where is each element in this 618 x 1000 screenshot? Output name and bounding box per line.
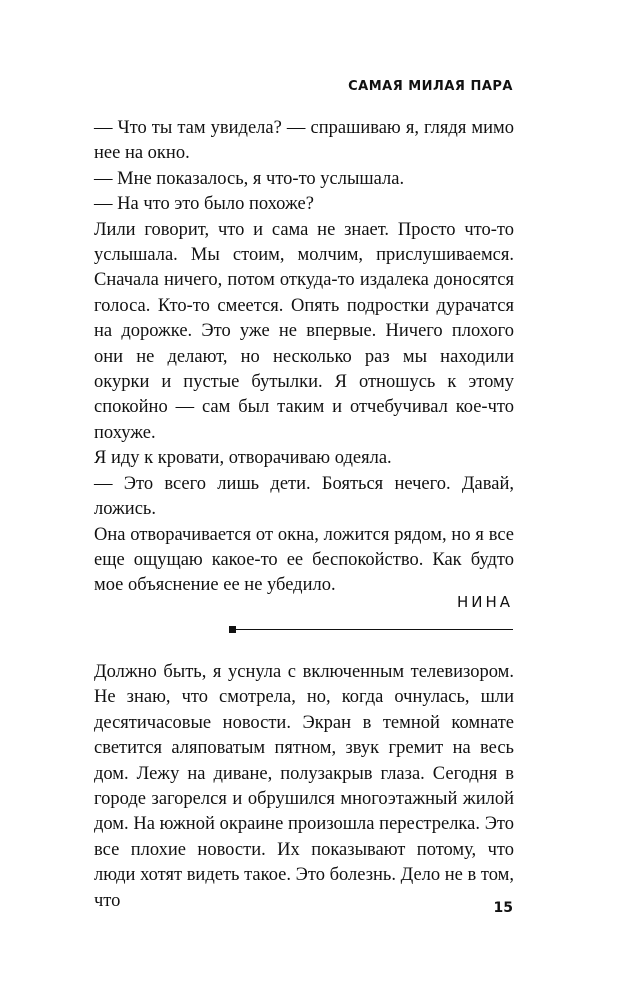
section-heading: НИНА bbox=[456, 593, 513, 611]
paragraph: Я иду к кровати, отворачиваю одеяла. bbox=[94, 448, 392, 469]
section-divider bbox=[232, 629, 513, 630]
running-head: САМАЯ МИЛАЯ ПАРА bbox=[348, 79, 513, 94]
section-2-text bbox=[94, 660, 514, 914]
paragraph: — Что ты там увидела? — спрашиваю я, глядя мимо нее на окно. bbox=[94, 118, 514, 164]
paragraph: Она отворачивается от окна, ложится рядом, но я все еще ощущаю какое-то ее беспокойство. Как будто мое объяснение ее не убедило. bbox=[94, 524, 514, 596]
paragraph: — Это всего лишь дети. Бояться нечего. Давай, ложись. bbox=[94, 473, 514, 520]
paragraph: — Мне показалось, я что-то услышала. bbox=[94, 168, 405, 189]
paragraph: Лили говорит, что и сама не знает. Просто что-то услышала. Мы стоим, молчим, прислушиваемся. Сначала ничего, потом откуда-то издалека доносятся голоса. Кто-то смеется. Опять подростки дурачатся на дорожке. Это уже не впервые. Ничего плохого они не делают, но несколько раз мы находили окурки и пустые бутылки. Я отношусь к этому спокойно — сам был таким и отчебучивал кое-что похуже. bbox=[94, 219, 514, 443]
paragraph: Должно быть, я уснула с включенным телевизором. Не знаю, что смотрела, но, когда очнулась, шли десятичасовые новости. Экран в темной комнате светится аляповатым пятном, звук гремит на весь дом. Лежу на диване, полузакрыв глаза. Сегодня в городе загорелся и обрушился многоэтажный жилой дом. На южной окраине произошла перестрелка. Это все плохие новости. Их показывают потому, что люди хотят видеть такое. Это болезнь. Дело не в том, что bbox=[94, 662, 514, 911]
divider-bullet bbox=[229, 626, 236, 633]
section-1-text bbox=[94, 116, 514, 599]
page-number: 15 bbox=[493, 900, 513, 916]
paragraph: — На что это было похоже? bbox=[94, 194, 314, 215]
